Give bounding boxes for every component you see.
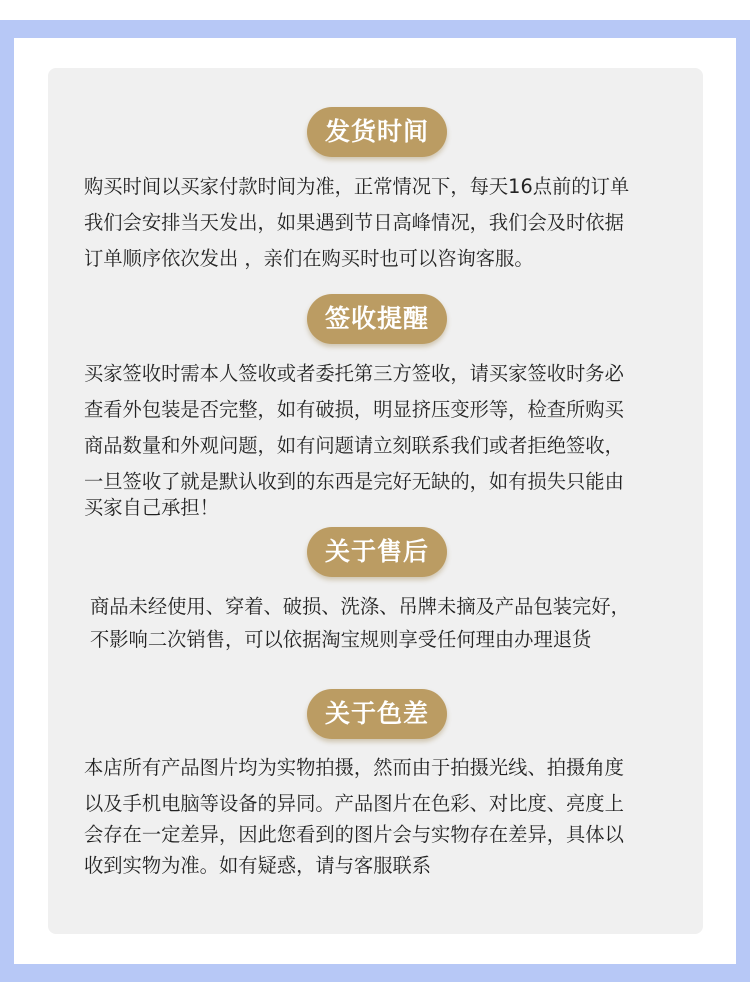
after-sales-text-line: 不影响二次销售，可以依据淘宝规则享受任何理由办理退货 — [90, 628, 592, 651]
color-diff-text-line: 收到实物为准。如有疑惑，请与客服联系 — [84, 854, 432, 877]
color-diff-text-line: 会存在一定差异，因此您看到的图片会与实物存在差异，具体以 — [84, 823, 624, 846]
shipping-text-line: 购买时间以买家付款时间为准，正常情况下，每天16点前的订单 — [84, 175, 630, 198]
section-title-color-difference: 关于色差 — [307, 689, 447, 739]
receipt-text-line: 一旦签收了就是默认收到的东西是完好无缺的，如有损失只能由 — [84, 470, 624, 493]
receipt-text-line: 商品数量和外观问题，如有问题请立刻联系我们或者拒绝签收， — [84, 434, 624, 457]
receipt-text-line: 买家自己承担！ — [84, 496, 219, 519]
shipping-text-line: 订单顺序依次发出 ，亲们在购买时也可以咨询客服。 — [84, 247, 534, 270]
color-diff-text-line: 本店所有产品图片均为实物拍摄，然而由于拍摄光线、拍摄角度 — [84, 756, 624, 779]
after-sales-text-line: 商品未经使用、穿着、破损、洗涤、吊牌未摘及产品包装完好， — [90, 595, 630, 618]
receipt-text-line: 查看外包装是否完整，如有破损，明显挤压变形等，检查所购买 — [84, 398, 624, 421]
section-title-after-sales: 关于售后 — [307, 527, 447, 577]
section-title-receipt-reminder: 签收提醒 — [307, 294, 447, 344]
receipt-text-line: 买家签收时需本人签收或者委托第三方签收，请买家签收时务必 — [84, 362, 624, 385]
shipping-text-line: 我们会安排当天发出，如果遇到节日高峰情况，我们会及时依据 — [84, 211, 624, 234]
section-title-shipping-time: 发货时间 — [307, 107, 447, 157]
color-diff-text-line: 以及手机电脑等设备的异同。产品图片在色彩、对比度、亮度上 — [84, 792, 624, 815]
